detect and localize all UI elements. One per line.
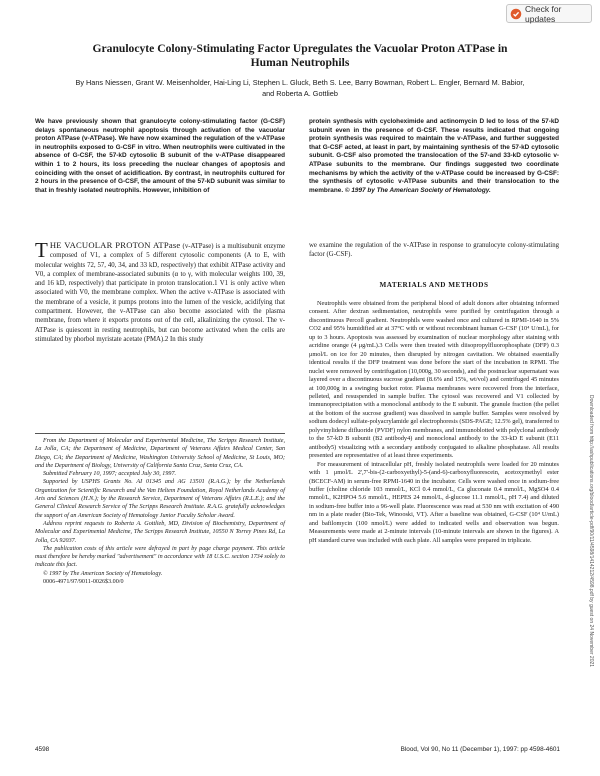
- article-title: Granulocyte Colony-Stimulating Factor Upregulates the Vacuolar Proton ATPase in Human Neutrophils: [92, 42, 508, 69]
- introduction-continuation: we examine the regulation of the v-ATPase in response to granulocyte colony-stimulating factor (G-CSF).: [309, 242, 559, 259]
- submission-dates-note: Submitted February 10, 1997; accepted July 30, 1997.: [43, 471, 177, 478]
- publication-costs-note: The publication costs of this article were defrayed in part by page charge payment. This article must therefore be hereby marked "advertisement" in accordance with 18 U.S.C. section 1734 solely to indicate this fact.: [35, 545, 285, 569]
- intro-lead-caps: HE VACUOLAR PROTON ATPase: [49, 240, 181, 250]
- intro-drop-cap: T: [35, 238, 48, 262]
- abstract-copyright: © 1997 by The American Society of Hematology.: [344, 186, 491, 194]
- update-check-icon: [510, 8, 522, 20]
- methods-heading: MATERIALS AND METHODS: [379, 281, 489, 289]
- affiliations-note: From the Department of Molecular and Experimental Medicine, The Scripps Research Institute, La Jolla, CA; the Department of Medicine, Department of Veterans Affairs Medical Center, San Diego, CA; the Department of Medicine, Washington University School of Medicine, St Louis, MO; and the Department of Biology, University of California Santa Cruz, Santa Cruz, CA.: [35, 438, 285, 469]
- methods-paragraph-2: For measurement of intracellular pH, freshly isolated neutrophils were loaded for 20 minutes with 1 μmol/L 2',7'-bis-(2-carboxyethyl)-5-(and-6)-carboxyfluorescein, acetoxymethyl ester (BCECF-AM) in serum-free RPMI-1640 in the incubator. Cells were washed once in sodium-free buffer (choline chloride 103 mmol/L, KCl 0.4 mmol/L, Ca gluconate 0.4 mmol/L, MgSO4 0.4 mmol/L, K2HPO4 5.6 mmol/L, HEPES 24 mmol/L, d-glucose 11.1 mmol/L, pH 7.4) and diluted in sodium-free buffer into a 96-well plate. Fluorescence was read at 530 nm with excitation of 490 nm in a plate reader (Bio-Tek, Winooski, VT). After a baseline was obtained, G-CSF (10⁴ U/mL) and bafilomycin (100 nmol/L) were added to indicated wells and observation was begun. Measurements were made at 2-minute intervals (10-minute intervals are shown in the figures). A pH standard curve was included with each plate. All samples were prepared in triplicate.: [309, 460, 559, 544]
- abstract-right-column: [309, 118, 559, 195]
- article-footnotes: [35, 437, 285, 586]
- abstract-right-text: protein synthesis with cycloheximide and actinomycin D led to loss of the 57-kD subunit even in the presence of G-CSF. These results indicated that ongoing protein synthesis was required to maintain the v-ATPase, and further suggested that G-CSF acted, at least in part, by maintaining synthesis of the 57-kD cytosolic subunit. G-CSF also promoted the translocation of the 57-and 33-kD cytosolic v-ATPase subunits to the membrane. Our findings suggested two coordinate mechanisms by which the activity of the v-ATPase could be increased by G-CSF: the synthesis of cytosolic v-ATPase subunits and their translocation to the membrane.: [309, 118, 559, 194]
- methods-section: [309, 300, 559, 545]
- footnote-divider: [35, 433, 285, 434]
- copyright-note: © 1997 by The American Society of Hematology.: [43, 570, 163, 577]
- download-watermark: Downloaded from http://ashpublications.org/blood/article-pdf/90/11/4598/1414212/4598.pdf by guest on 24 November 2021: [588, 395, 594, 668]
- funding-note: Supported by USPHS Grants No. AI 01345 and AG 13501 (R.A.G.); by the Netherlands Organization for Scientific Research and the Van Heltem Foundation, Royal Netherlands Academy of Arts and Sciences (H.N.); by the Research Service, Department of Veterans Affairs (R.L.E.); and the General Clinical Research Service of The Scripps Research Institute. R.A.G. gratefully acknowledges the support of an American Society of Hematology Junior Faculty Scholar Award.: [35, 479, 285, 519]
- introduction-paragraph: [35, 238, 285, 344]
- page-footer: [35, 746, 560, 756]
- journal-citation: Blood, Vol 90, No 11 (December 1), 1997: pp 4598-4601: [400, 746, 560, 753]
- intro-text: (v-ATPase) is a multisubunit enzyme composed of V1, a complex of 5 different cytosolic components (A to E, with molecular weights 72, 57, 40, 34, and 33 kD, respectively) that exhibit ATPase activity and V0, a complex of membrane-associated subunits (α to γ, with molecular weights 100, 39, and 16 kD, respectively) that participate in proton translocation.1 V1 is only active when associated with V0, the membrane complex. When the active v-ATPase is associated with the membrane of a vesicle, it pumps protons into the lumen of the vesicle, acidifying that compartment. However, the v-ATPase can also become associated with the plasma membrane, from where it exports protons out of the cell, alkalinizing the cytosol. The v-ATPase is quiescent in resting neutrophils, but can become activated when the cells are stimulated by phorbol myristate acetate (PMA).2 In this study: [35, 243, 285, 343]
- issn-note: 0006-4971/97/9011-0026$3.00/0: [43, 579, 124, 586]
- page-number: 4598: [35, 746, 50, 753]
- abstract-left-column: We have previously shown that granulocyte colony-stimulating factor (G-CSF) delays spontaneous neutrophil apoptosis through activation of the vacuolar proton ATPase (v-ATPase). We have now examined the regulation of the v-ATPase in neutrophils exposed to G-CSF in vitro. When neutrophils were cultivated in the absence of G-CSF, the 57-kD cytosolic B subunit of the v-ATPase disappeared within 1 to 2 hours, its loss preceding the nuclear changes of apoptosis and coinciding with the onset of acidification. By contrast, in neutrophils cultured for 2 hours in the presence of G-CSF, the amount of the 57-kD subunit was similar to that in freshly isolated neutrophils. However, inhibition of: [35, 118, 285, 194]
- check-for-updates-label: Check for updates: [525, 3, 562, 24]
- author-list: By Hans Niessen, Grant W. Meisenholder, Hai-Ling Li, Stephen L. Gluck, Beth S. Lee, Barry Bowman, Robert L. Engler, Bernard M. Babior, and Roberta A. Gottlieb: [75, 78, 525, 98]
- check-for-updates-badge[interactable]: [506, 4, 592, 23]
- reprint-requests-note: Address reprint requests to Roberta A. Gottlieb, MD, Division of Biochemistry, Department of Molecular and Experimental Medicine, The Scripps Research Institute, 10550 N Torrey Pines Rd, La Jolla, CA 92037.: [35, 520, 285, 544]
- methods-paragraph-1: Neutrophils were obtained from the peripheral blood of adult donors after obtaining informed consent. After dextran sedimentation, neutrophils were purified by centrifugation through a discontinuous Percoll gradient. Neutrophils were washed once and cultured in RPMI-1640 in 5% CO2 and 95% humidified air at 37°C with or without recombinant human G-CSF (10⁴ U/mL), for up to 3 hours. Apoptosis was assessed by examination of nuclear morphology after staining with acridine orange (4 μg/mL).3 Cells were then treated with diisopropylfluorophosphate (DFP) 0.3 μmol/L on ice for 20 minutes, then disrupted by nitrogen cavitation. We obtained essentially identical results if the DFP treatment was done before the start of the incubation in RPMI. The nuclei were removed by centrifugation (10,000g, 30 seconds), and the postnuclear supernatant was layered over a discontinuous sucrose gradient (8.6% and 15%, wt/vol) and centrifuged 45 minutes at 100,000g in a swinging bucket rotor. Plasma membranes were recovered from the interface, pelleted, and resuspended in sample buffer. The cytosol was recovered and V1 collected by immunoprecipitation with a monoclonal antibody to the E subunit. The granule fraction (the pellet at the bottom of the sucrose gradient) was dissolved in sample buffer. Samples were resolved by sodium dodecyl sulfate-polyacrylamide gel electrophoresis (SDS-PAGE; 12.5% gel), transferred to polyvinylidene difluoride (PVDF) nylon membranes, and immunoblotted with polyclonal antibody to the 57-kD B subunit (B2 antibody4) and monoclonal antibody to the 33-kD E subunit (E11 antibody5) visualizing with a secondary antibody conjugated to alkaline phosphatase. All results presented are representative of at least three experiments.: [309, 300, 559, 460]
